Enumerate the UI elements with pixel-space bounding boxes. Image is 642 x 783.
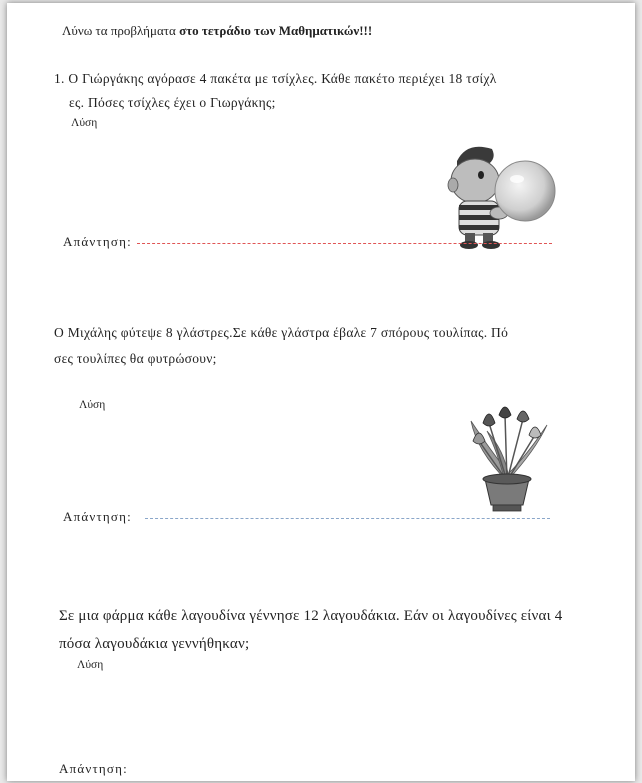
problem-1-answer-label: Απάντηση: xyxy=(63,234,132,249)
problem-2-line-1: Ο Μιχάλης φύτεψε 8 γλάστρες.Σε κάθε γλάστρα έβαλε 7 σπόρους τουλίπας. Πό xyxy=(54,325,509,340)
problem-3-answer-label: Απάντηση: xyxy=(59,761,128,776)
problem-2-answer-line xyxy=(145,518,550,519)
problem-2-line-2: σες τουλίπες θα φυτρώσουν; xyxy=(54,351,217,366)
tulip-pot-picture xyxy=(457,401,557,519)
header-text: Λύνω τα προβλήματα xyxy=(62,23,180,38)
boy-bubblegum-picture xyxy=(437,141,557,251)
worksheet-header xyxy=(62,23,372,39)
problem-3-line-2: πόσα λαγουδάκια γεννήθηκαν; xyxy=(59,636,250,652)
problem-1-answer-line xyxy=(137,243,552,244)
problem-3-solution-label: Λύση xyxy=(77,659,104,671)
problem-2-solution-label: Λύση xyxy=(79,399,106,411)
problem-1-solution-label: Λύση xyxy=(71,117,98,129)
header-bold-text: στο τετράδιο των Μαθηματικών!!! xyxy=(179,23,373,38)
worksheet-page xyxy=(7,3,635,781)
problem-2-answer-label: Απάντηση: xyxy=(63,509,132,524)
problem-3-line-1: Σε μια φάρμα κάθε λαγουδίνα γέννησε 12 λαγουδάκια. Εάν οι λαγουδίνες είναι 4 xyxy=(59,608,563,624)
problem-1-line-2: ες. Πόσες τσίχλες έχει ο Γιωργάκης; xyxy=(69,95,276,110)
problem-1-line-1: 1. Ο Γιώργάκης αγόρασε 4 πακέτα με τσίχλες. Κάθε πακέτο περιέχει 18 τσίχλ xyxy=(54,71,497,86)
